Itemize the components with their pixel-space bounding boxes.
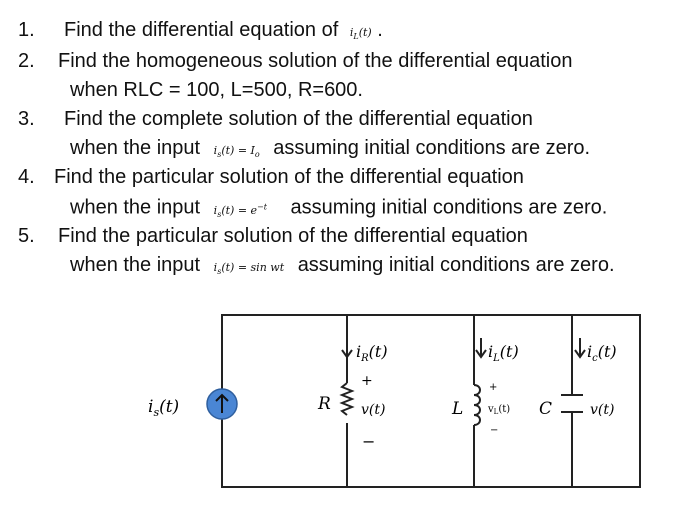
vL-label: $v_L(t)$ bbox=[488, 404, 511, 416]
iR-label: $i_R(t)$ bbox=[356, 342, 388, 364]
question-text: Find the complete solution of the differential equation bbox=[64, 108, 533, 130]
question-line2-post: assuming initial conditions are zero. bbox=[297, 254, 615, 276]
math-is-io: $i_s(t) = I_o$ bbox=[213, 144, 260, 160]
question-number: 4. bbox=[18, 166, 35, 188]
circuit-frame bbox=[222, 315, 640, 487]
vL-minus: − bbox=[490, 425, 499, 436]
question-text: Find the homogeneous solution of the differential equation bbox=[58, 50, 573, 72]
question-line2-pre: when the input bbox=[70, 137, 201, 159]
question-number: 3. bbox=[18, 108, 35, 130]
vL-plus: + bbox=[489, 382, 498, 393]
question-line2: when RLC = 100, L=500, R=600. bbox=[70, 79, 363, 101]
vR-plus: + bbox=[361, 373, 373, 389]
question-line2-pre: when the input bbox=[70, 196, 201, 219]
capacitor-label: C bbox=[539, 399, 553, 419]
question-tail: . bbox=[377, 19, 383, 41]
iC-label: $i_c(t)$ bbox=[587, 342, 617, 364]
vR-label: v(t) bbox=[361, 402, 386, 418]
resistor-label: R bbox=[318, 394, 331, 414]
source-label: $i_s(t)$ bbox=[148, 397, 180, 419]
inductor bbox=[474, 385, 480, 425]
math-is-exp: $i_s(t) = e^{-t}$ bbox=[213, 202, 267, 219]
vR-minus: − bbox=[362, 432, 376, 451]
iL-label: $i_L(t)$ bbox=[488, 342, 519, 364]
math-iL: $i_L(t)$ bbox=[349, 26, 372, 42]
question-text: Find the differential equation of bbox=[64, 19, 339, 41]
math-is-sin: $i_s(t) = \sin$ wt bbox=[213, 261, 285, 277]
question-line2-post: assuming initial conditions are zero. bbox=[273, 137, 591, 159]
current-arrow-icon bbox=[575, 338, 585, 357]
resistor bbox=[342, 383, 352, 415]
inductor-label: L bbox=[452, 399, 464, 419]
question-line2-post: assuming initial conditions are zero. bbox=[290, 196, 608, 219]
question-number: 2. bbox=[18, 50, 35, 72]
question-text: Find the particular solution of the differential equation bbox=[58, 225, 528, 247]
question-line2-pre: when the input bbox=[70, 254, 201, 276]
question-text: Find the particular solution of the differential equation bbox=[54, 166, 524, 188]
question-number: 1. bbox=[18, 19, 35, 41]
vC-label: v(t) bbox=[590, 402, 615, 418]
current-arrow-icon bbox=[476, 338, 486, 357]
question-number: 5. bbox=[18, 225, 35, 247]
current-arrow-icon bbox=[342, 338, 352, 357]
